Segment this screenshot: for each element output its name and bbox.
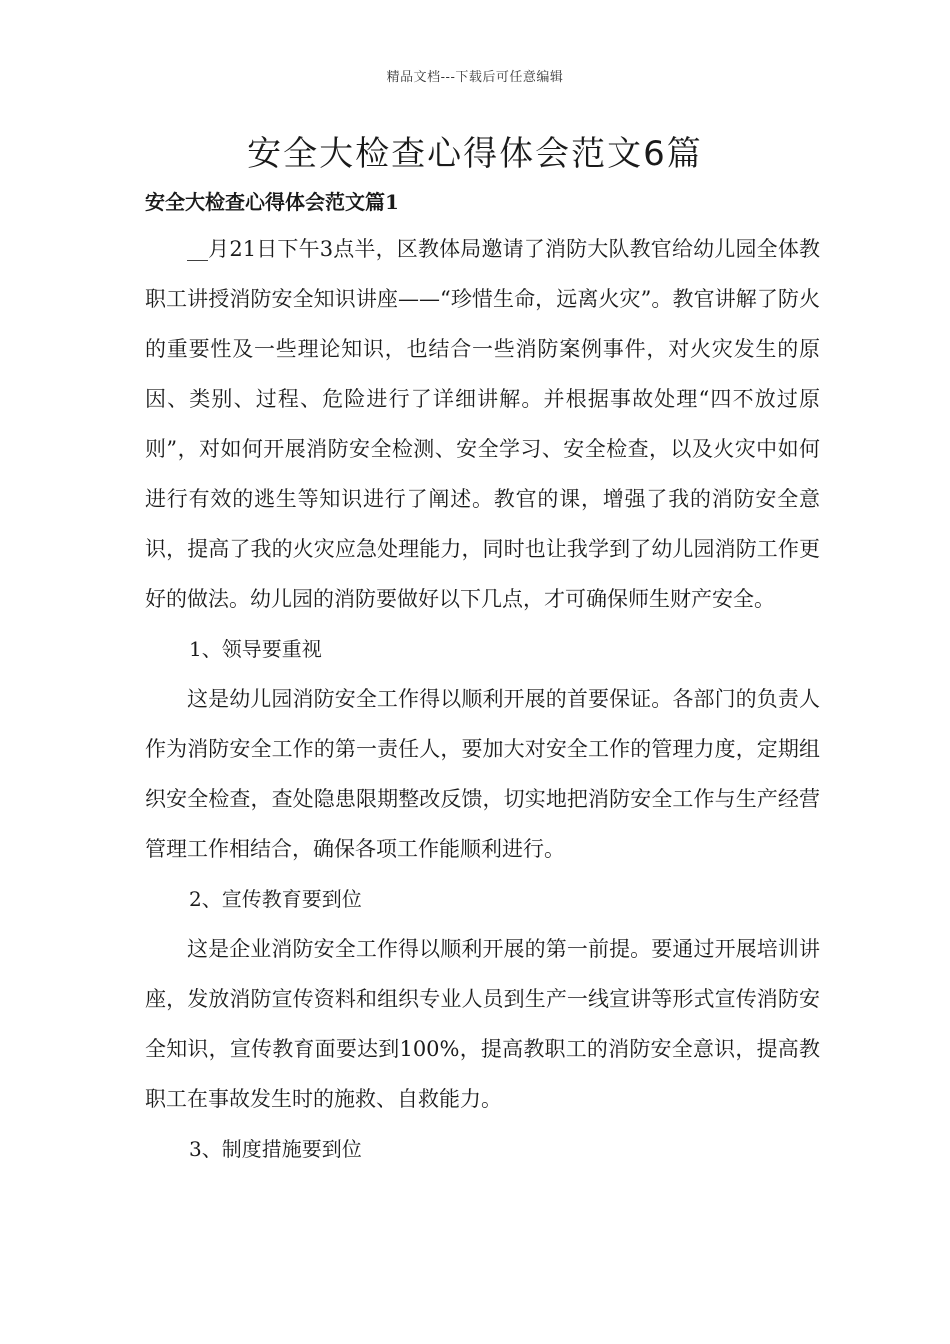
paragraph-leadership: 这是幼儿园消防安全工作得以顺利开展的首要保证。各部门的负责人作为消防安全工作的第一责任人，要加大对安全工作的管理力度，定期组织安全检查，查处隐患限期整改反馈，切实地把消防安全工作与生产经营管理工作相结合，确保各项工作能顺利进行。 — [145, 687, 820, 861]
heading-publicity: 2、宣传教育要到位 — [189, 887, 362, 911]
paragraph-intro: __月21日下午3点半，区教体局邀请了消防大队教官给幼儿园全体教职工讲授消防安全知识讲座——“珍惜生命，远离火灾”。教官讲解了防火的重要性及一些理论知识，也结合一些消防案例事件，对火灾发生的原因、类别、过程、危险进行了详细讲解。并根据事故处理“四不放过原则”，对如何开展消防安全检测、安全学习、安全检查，以及火灾中如何进行有效的逃生等知识进行了阐述。教官的课，增强了我的消防安全意识，提高了我的火灾应急处理能力，同时也让我学到了幼儿园消防工作更好的做法。幼儿园的消防要做好以下几点，才可确保师生财产安全。 — [145, 237, 820, 611]
document-body — [145, 224, 820, 1174]
document-title: 安全大检查心得体会范文6篇 — [247, 134, 703, 174]
heading-measures: 3、制度措施要到位 — [189, 1137, 362, 1161]
section-title: 安全大检查心得体会范文篇1 — [145, 190, 399, 214]
heading-leadership: 1、领导要重视 — [189, 637, 322, 661]
header-note: 精品文档---下载后可任意编辑 — [386, 70, 564, 85]
paragraph-publicity: 这是企业消防安全工作得以顺利开展的第一前提。要通过开展培训讲座，发放消防宣传资料和组织专业人员到生产一线宣讲等形式宣传消防安全知识，宣传教育面要达到100%，提高教职工的消防安全意识，提高教职工在事故发生时的施救、自救能力。 — [145, 937, 820, 1111]
